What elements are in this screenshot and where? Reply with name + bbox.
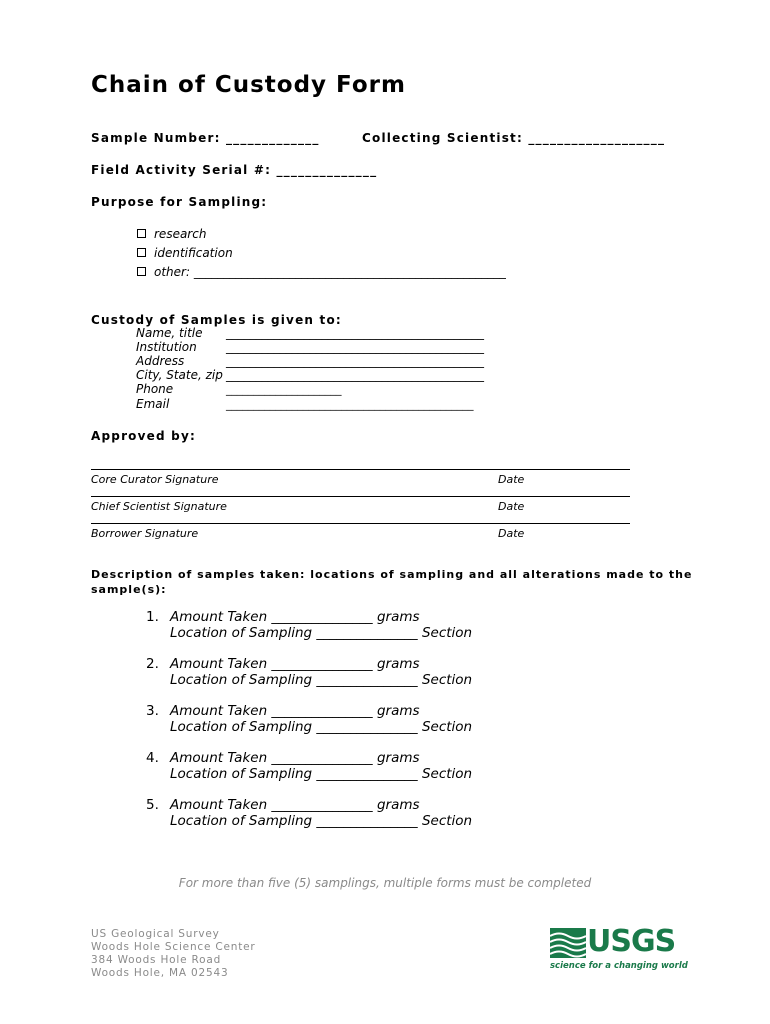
purpose-option-research[interactable]: research [137,227,206,241]
purpose-option-identification[interactable]: identification [137,246,233,260]
approved-label: Approved by: [91,429,196,443]
custody-institution-field[interactable]: ___________________________________________ [226,340,484,354]
usgs-wave-icon [550,928,586,958]
borrower-signature-label: Borrower Signature [91,527,199,540]
custody-phone-field[interactable]: _____________________ [226,383,342,396]
address-block: US Geological Survey Woods Hole Science Center 384 Woods Hole Road Woods Hole, MA 02543 [91,928,256,979]
description-label: Description of samples taken: locations of sampling and all alterations made to the [91,568,693,581]
custody-name-label: Name, title [136,326,203,340]
amount-field[interactable]: Amount Taken _______________ grams [170,703,420,719]
custody-institution-label: Institution [136,340,197,354]
location-field[interactable]: Location of Sampling _______________ Section [170,766,473,782]
signature-line[interactable] [91,469,630,470]
amount-field[interactable]: Amount Taken _______________ grams [170,797,420,813]
field-activity-field[interactable]: Field Activity Serial #: ______________ [91,163,378,177]
usgs-tagline: science for a changing world [550,961,688,971]
custody-name-field[interactable]: ___________________________________________ [226,326,484,340]
date-label: Date [498,473,525,486]
chief-scientist-signature-label: Chief Scientist Signature [91,500,227,513]
location-field[interactable]: Location of Sampling _______________ Section [170,719,473,735]
custody-phone-label: Phone [136,382,174,396]
page-title: Chain of Custody Form [91,72,406,98]
custody-email-field[interactable]: _____________________________________________ [226,398,474,411]
sample-item: 1. Amount Taken _______________ grams [146,609,420,625]
usgs-logo [550,924,688,976]
location-field[interactable]: Location of Sampling _______________ Section [170,672,473,688]
amount-field[interactable]: Amount Taken _______________ grams [170,750,420,766]
sample-item: 4. Amount Taken _______________ grams [146,750,420,766]
location-field[interactable]: Location of Sampling _______________ Section [170,813,473,829]
custody-address-label: Address [136,354,185,368]
sample-item: 2. Amount Taken _______________ grams [146,656,420,672]
location-field[interactable]: Location of Sampling _______________ Section [170,625,473,641]
custody-label: Custody of Samples is given to: [91,313,342,327]
custody-city-label: City, State, zip [136,368,223,382]
sample-item: 3. Amount Taken _______________ grams [146,703,420,719]
purpose-label: Purpose for Sampling: [91,195,268,209]
date-label: Date [498,500,525,513]
collecting-scientist-field[interactable]: Collecting Scientist: ___________________ [362,131,666,145]
usgs-logo-text: USGS [587,924,676,959]
description-label-cont: sample(s): [91,583,167,596]
footer-note: For more than five (5) samplings, multiple forms must be completed [178,876,592,890]
date-label: Date [498,527,525,540]
signature-line[interactable] [91,523,630,524]
sample-item: 5. Amount Taken _______________ grams [146,797,420,813]
checkbox-icon[interactable] [137,267,146,276]
checkbox-icon[interactable] [137,248,146,257]
checkbox-icon[interactable] [137,229,146,238]
signature-line[interactable] [91,496,630,497]
purpose-option-other[interactable]: other: ____________________________________________________ [137,265,506,279]
sample-number-field[interactable]: Sample Number: _____________ [91,131,320,145]
custody-address-field[interactable]: ___________________________________________ [226,354,484,368]
core-curator-signature-label: Core Curator Signature [91,473,219,486]
custody-city-field[interactable]: ___________________________________________ [226,368,484,382]
amount-field[interactable]: Amount Taken _______________ grams [170,609,420,625]
amount-field[interactable]: Amount Taken _______________ grams [170,656,420,672]
custody-email-label: Email [136,397,170,411]
